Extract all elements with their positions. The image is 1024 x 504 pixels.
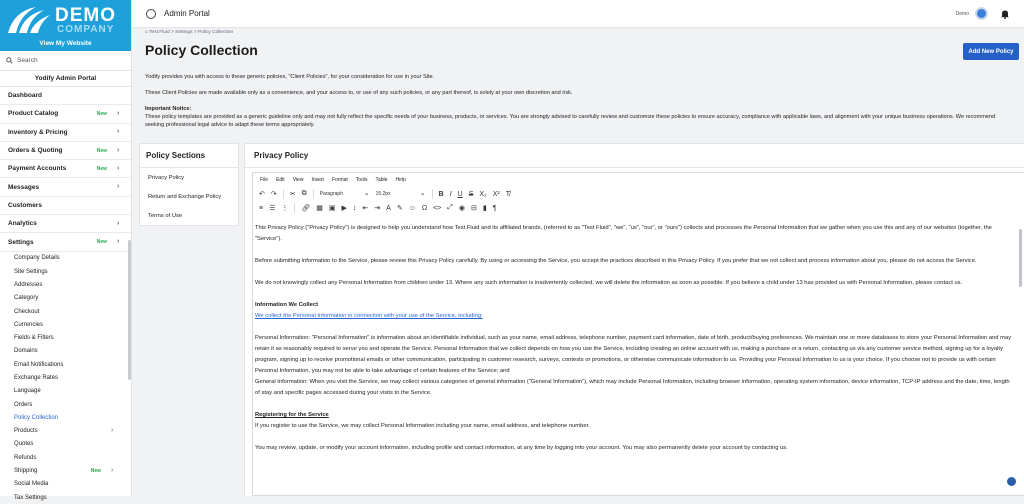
- sidebar-item[interactable]: [0, 87, 131, 105]
- sidebar-search[interactable]: [0, 51, 131, 71]
- sidebar-item-label: Addresses: [14, 281, 43, 288]
- highlight-icon[interactable]: ✎: [396, 205, 403, 212]
- editor-menu-item[interactable]: Tools: [355, 177, 368, 183]
- sidebar-item-label: Tax Settings: [14, 494, 47, 501]
- notice-text: These policy templates are provided as a generic guideline only and may not fully reflect the specific needs of your business, products, or services. You are strongly advised to carefully review and customize these policies to ensure accuracy, compliance with applicable laws, and alignment with your unique business operations. We recommend seeking professional legal advice to adapt these terms appropriately.: [145, 114, 996, 128]
- block-format-select[interactable]: Paragraph ⌄: [320, 191, 370, 197]
- sidebar-item[interactable]: [0, 478, 131, 491]
- heading-information-collect: Information We Collect: [255, 302, 319, 308]
- top-bar: [132, 0, 1024, 28]
- sidebar-item-label: Settings: [8, 238, 34, 246]
- new-badge: New: [96, 239, 107, 246]
- sidebar-item[interactable]: [0, 345, 131, 358]
- cut-icon[interactable]: ✂: [289, 191, 296, 198]
- general-info-paragraph: General Information: When you visit the Service, we may collect various categories of general information ("General Information"), which may include Personal Information, including browser information, operating system information, device information, TCP-IP address and the date, time, length of stay and specific pages accessed during your visits to the Service.: [255, 379, 1010, 396]
- sidebar-item[interactable]: [0, 142, 131, 160]
- collect-intro: We collect the Personal Information in connection with your use of the Service, including:: [255, 313, 483, 319]
- outdent-icon[interactable]: ⇤: [362, 205, 369, 212]
- editor-toolbar-1: [253, 187, 1024, 201]
- sidebar-item[interactable]: [0, 233, 131, 251]
- editor-menu-item[interactable]: Table: [375, 177, 388, 183]
- home-icon[interactable]: ⌂: [145, 30, 148, 35]
- editor-menu-item[interactable]: File: [260, 177, 269, 183]
- chevron-icon[interactable]: ›: [117, 109, 120, 117]
- new-badge: New: [90, 468, 101, 475]
- strikethrough-icon[interactable]: S: [468, 190, 474, 198]
- sidebar-item-label: Policy Collection: [14, 414, 59, 421]
- sidebar-item[interactable]: [0, 178, 131, 196]
- clear-format-icon[interactable]: T̸: [505, 190, 511, 198]
- sidebar-item-label: Orders: [14, 401, 33, 408]
- editor-scrollbar[interactable]: [1019, 229, 1022, 287]
- portal-name: Yodify Admin Portal: [0, 71, 131, 87]
- sidebar-item-label: Language: [14, 388, 41, 395]
- sidebar-item[interactable]: [0, 371, 131, 384]
- sidebar-item-label: Messages: [8, 183, 40, 191]
- view-website-link[interactable]: View My Website: [39, 40, 92, 47]
- sidebar-item[interactable]: [0, 425, 131, 438]
- image-icon[interactable]: ▣: [328, 205, 336, 212]
- policy-sections-panel: [139, 143, 239, 226]
- media-icon[interactable]: ▶: [341, 205, 347, 212]
- editor-menu-item[interactable]: View: [292, 177, 304, 183]
- avatar[interactable]: [975, 7, 988, 20]
- bullet-list-icon[interactable]: ☰: [269, 205, 276, 212]
- sidebar-item-label: Domains: [14, 348, 38, 355]
- search-icon: [6, 57, 13, 64]
- superscript-icon[interactable]: X²: [492, 190, 500, 198]
- sidebar-item[interactable]: [0, 105, 131, 123]
- section-privacy-policy[interactable]: Privacy Policy: [148, 174, 185, 181]
- settings-subnav: [0, 252, 131, 504]
- numbered-list-icon[interactable]: ⋮: [281, 205, 289, 212]
- sidebar-item-label: Product Catalog: [8, 110, 59, 118]
- sidebar-item[interactable]: [0, 278, 131, 291]
- register-paragraph: If you register to use the Service, we may collect Personal Information including your name, email address, and telephone number.: [255, 423, 590, 429]
- sidebar-item[interactable]: [0, 124, 131, 142]
- copy-icon[interactable]: ⧉: [301, 190, 307, 197]
- line-height-icon[interactable]: ↕: [352, 204, 357, 212]
- sidebar-item-label: Checkout: [14, 308, 40, 315]
- sidebar-item[interactable]: [0, 398, 131, 411]
- review-paragraph: You may review, update, or modify your account information, including profile and contact information, at any time by logging into your account. You may also permanently delete your account by contacting us.: [255, 445, 788, 451]
- brand-name: DEMO: [55, 5, 116, 26]
- fullscreen-icon[interactable]: ⤢: [447, 204, 453, 211]
- table-icon[interactable]: ▦: [316, 205, 323, 212]
- emoji-icon[interactable]: ☺: [408, 204, 416, 212]
- editor-menu-item[interactable]: Help: [395, 177, 406, 183]
- editor-menu-item[interactable]: Edit: [276, 177, 285, 183]
- personal-info-paragraph: Personal Information: "Personal Information" is information about an identifiable individual, such as your name, email address, telephone number, payment card information, date of birth, product/buying preferences. We maintain one or more databases to store your Personal Information and may retain it as reasonably required to serve you and operate the Service. Personal Information that we collect depends on how you use the Service, including creating an online account with us, making a purchase or a return, contacting us via any customer service method, signing up for a loyalty program, signing up to receive promotional emails or other communication, participating in customer research, surveys, contests or promotions, or otherwise communicate information to us. Providing your Personal Information to us is your choice. If you choose not to provide us with certain Personal Information, you may not be able to take advantage of certain features of the Service; and: [255, 335, 1012, 374]
- chevron-icon[interactable]: ›: [111, 467, 114, 475]
- sidebar-item[interactable]: [0, 451, 131, 464]
- editor-title: Privacy Policy: [245, 144, 1024, 168]
- intro-paragraph-1: Yodify provides you with access to these generic policies, "Client Policies", for your consideration for use in your Site.: [145, 74, 435, 80]
- preview-icon[interactable]: ◉: [458, 205, 465, 212]
- sidebar-item[interactable]: [0, 491, 131, 504]
- intro-paragraph-2: These Client Policies are made available only as a convenience, and your access to, or use of any such policies, or any part thereof, is solely at your own discretion and risk.: [145, 90, 573, 96]
- breadcrumb: [145, 30, 233, 35]
- sidebar-item-label: Orders & Quoting: [8, 147, 63, 155]
- sidebar-item[interactable]: [0, 160, 131, 178]
- align-icon[interactable]: ≡: [259, 204, 264, 212]
- chevron-icon[interactable]: ›: [117, 238, 120, 246]
- chat-bubble-icon[interactable]: [1007, 477, 1016, 486]
- sidebar-item-label: Site Settings: [14, 268, 48, 275]
- sidebar-scrollbar[interactable]: [128, 240, 131, 380]
- sidebar-item-label: Social Media: [14, 481, 49, 488]
- sidebar-item-label: Fields & Filters: [14, 335, 54, 342]
- sidebar-item[interactable]: [0, 197, 131, 215]
- sidebar-item[interactable]: [0, 318, 131, 331]
- toolbar-divider: [294, 203, 295, 213]
- italic-icon[interactable]: I: [449, 190, 452, 198]
- sidebar-item-label: Currencies: [14, 321, 44, 328]
- chevron-icon[interactable]: ›: [117, 183, 120, 191]
- sidebar-item-label: Company Details: [14, 255, 60, 262]
- sidebar-item[interactable]: [0, 411, 131, 424]
- code-icon[interactable]: <>: [433, 204, 442, 212]
- chevron-icon[interactable]: ›: [117, 219, 120, 227]
- editor-content[interactable]: [253, 223, 1024, 495]
- policy-paragraph: Before submitting information to the Service, please review this Privacy Policy carefully. By using or accessing the Service, you accept the practices described in this Privacy Policy. If you prefer that we not collect and process information about you, please do not access the Service.: [255, 258, 977, 264]
- redo-icon[interactable]: ↷: [270, 191, 277, 198]
- subscript-icon[interactable]: X₂: [479, 190, 487, 198]
- sidebar-item-label: Payment Accounts: [8, 165, 67, 173]
- sidebar-item[interactable]: [0, 265, 131, 278]
- sidebar-item[interactable]: [0, 305, 131, 318]
- notice-title: Important Notice:: [145, 106, 192, 112]
- sidebar-item-label: Refunds: [14, 454, 37, 461]
- search-label: Search: [17, 57, 38, 64]
- bold-icon[interactable]: B: [438, 190, 444, 198]
- chevron-icon[interactable]: ›: [117, 146, 120, 154]
- sidebar-item[interactable]: [0, 331, 131, 344]
- sidebar-item-label: Analytics: [8, 220, 37, 228]
- font-size-select[interactable]: 15.2px ⌄: [376, 191, 426, 197]
- rich-text-editor[interactable]: [252, 172, 1024, 496]
- sidebar-item-label: Category: [14, 295, 39, 302]
- undo-icon[interactable]: ↶: [259, 191, 265, 198]
- underline-icon[interactable]: U: [457, 190, 463, 198]
- page-break-icon[interactable]: ⊟: [471, 205, 477, 212]
- bookmark-icon[interactable]: ▮: [482, 205, 487, 212]
- policy-paragraph: This Privacy Policy ("Privacy Policy") is designed to help you understand how Test Fluid and its affiliated brands, (referred to as "Test Fluid", "we", "us", "our", or "ours") collects and processes the Personal Information that we gather when you use this and any of our websites (together, the "Service").: [255, 225, 992, 242]
- main-nav: [0, 87, 131, 252]
- heading-registering: Registering for the Service: [255, 412, 329, 418]
- page-title: Policy Collection: [145, 42, 258, 58]
- editor-menu-item[interactable]: Format: [331, 177, 348, 183]
- sidebar-item-label: Email Notifications: [14, 361, 64, 368]
- section-terms-of-use[interactable]: Terms of Use: [148, 212, 183, 219]
- sidebar-item[interactable]: [0, 358, 131, 371]
- chevron-icon[interactable]: ›: [117, 164, 120, 172]
- sidebar-item[interactable]: [0, 464, 131, 477]
- chevron-icon[interactable]: ›: [111, 427, 114, 435]
- text-color-icon[interactable]: A: [386, 204, 391, 212]
- brand-banner: [0, 0, 131, 51]
- sidebar-item[interactable]: [0, 292, 131, 305]
- company-logo-icon: [6, 5, 50, 35]
- sidebar-item-label: Products: [14, 428, 38, 435]
- new-badge: New: [96, 110, 107, 117]
- admin-portal-icon: [146, 9, 156, 19]
- sidebar-item-label: Exchange Rates: [14, 374, 59, 381]
- sidebar-item-label: Shipping: [14, 468, 38, 475]
- toolbar-divider: [313, 189, 314, 199]
- sidebar-item-label: Quotes: [14, 441, 34, 448]
- editor-menu-item[interactable]: Insert: [311, 177, 324, 183]
- sidebar-item-label: Customers: [8, 201, 42, 209]
- link-icon[interactable]: 🔗︎: [301, 205, 311, 212]
- editor-menubar: [253, 173, 1024, 187]
- bell-icon[interactable]: [1000, 9, 1010, 19]
- new-badge: New: [96, 165, 107, 172]
- brand-subname: COMPANY: [57, 24, 115, 35]
- pilcrow-icon[interactable]: ¶: [492, 204, 497, 212]
- sidebar: [0, 0, 132, 501]
- section-return-exchange[interactable]: Return and Exchange Policy: [148, 193, 222, 200]
- topbar-title: Admin Portal: [164, 9, 210, 18]
- sidebar-item[interactable]: [0, 215, 131, 233]
- special-char-icon[interactable]: Ω: [421, 204, 428, 212]
- editor-toolbar-2: [253, 201, 1024, 215]
- policy-sections-title: Policy Sections: [140, 144, 238, 168]
- indent-icon[interactable]: ⇥: [374, 205, 381, 212]
- sidebar-item-label: Dashboard: [8, 92, 42, 100]
- toolbar-divider: [432, 189, 433, 199]
- add-new-policy-button[interactable]: Add New Policy: [963, 43, 1019, 60]
- policy-paragraph: We do not knowingly collect any Personal Information from children under 13. Where any such information is inadvertently collected, we will delete the information as soon as possible. If you believe a child under 13 has provided us with Personal Information, please contact us.: [255, 280, 963, 286]
- sidebar-item[interactable]: [0, 385, 131, 398]
- sidebar-item-label: Inventory & Pricing: [8, 128, 68, 136]
- breadcrumb-text[interactable]: Test Fluid > Settings > Policy Collection: [149, 30, 234, 35]
- new-badge: New: [96, 147, 107, 154]
- sidebar-item[interactable]: [0, 252, 131, 265]
- chevron-icon[interactable]: ›: [117, 128, 120, 136]
- toolbar-divider: [283, 189, 284, 199]
- user-name[interactable]: Demo: [955, 10, 969, 17]
- sidebar-item[interactable]: [0, 438, 131, 451]
